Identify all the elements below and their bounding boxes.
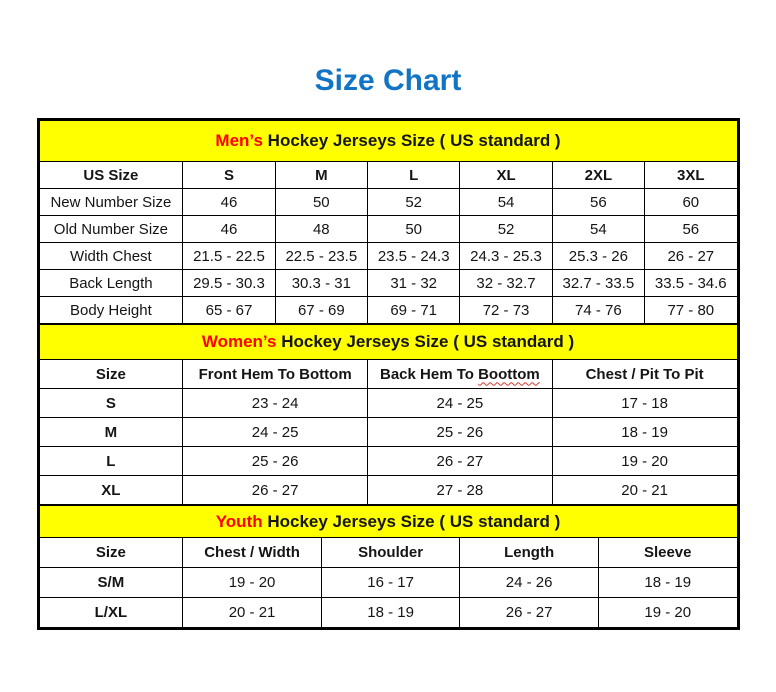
youth-section-header-row	[39, 506, 737, 538]
womens-header-rest: Hockey Jerseys Size ( US standard )	[276, 332, 575, 351]
womens-section-header	[39, 325, 737, 360]
mens-table-row	[39, 270, 737, 297]
womens-row-label: XL	[39, 476, 183, 505]
mens-column-header: 2XL	[552, 162, 644, 189]
mens-row-label: Body Height	[39, 297, 183, 324]
womens-table-row	[39, 389, 737, 418]
column-header-text: Back Hem To	[380, 365, 479, 383]
mens-cell-value: 30.3 - 31	[275, 270, 367, 297]
youth-size-table	[39, 505, 738, 628]
size-chart-table-group	[37, 118, 740, 630]
youth-cell-value: 20 - 21	[183, 598, 322, 628]
page-title: Size Chart	[314, 64, 462, 97]
mens-cell-value: 52	[460, 216, 552, 243]
youth-column-header: Chest / Width	[183, 538, 322, 568]
mens-column-header: S	[183, 162, 275, 189]
youth-column-header: Sleeve	[598, 538, 737, 568]
womens-cell-value: 24 - 25	[368, 389, 553, 418]
mens-column-header-row	[39, 162, 737, 189]
womens-row-label: L	[39, 447, 183, 476]
mens-cell-value: 22.5 - 23.5	[275, 243, 367, 270]
womens-cell-value: 27 - 28	[368, 476, 553, 505]
womens-table-row	[39, 418, 737, 447]
womens-cell-value: 17 - 18	[552, 389, 737, 418]
mens-column-header: US Size	[39, 162, 183, 189]
mens-row-label: Width Chest	[39, 243, 183, 270]
mens-size-table	[39, 120, 738, 324]
youth-cell-value: 19 - 20	[183, 568, 322, 598]
mens-section-header-row	[39, 121, 737, 162]
youth-column-header-row	[39, 538, 737, 568]
womens-cell-value: 25 - 26	[183, 447, 368, 476]
mens-cell-value: 31 - 32	[368, 270, 460, 297]
mens-header-rest: Hockey Jerseys Size ( US standard )	[262, 131, 561, 150]
youth-cell-value: 16 - 17	[321, 568, 460, 598]
mens-column-header: 3XL	[645, 162, 737, 189]
mens-cell-value: 26 - 27	[645, 243, 737, 270]
youth-cell-value: 18 - 19	[598, 568, 737, 598]
mens-column-header: M	[275, 162, 367, 189]
mens-cell-value: 52	[368, 189, 460, 216]
womens-cell-value: 23 - 24	[183, 389, 368, 418]
mens-cell-value: 50	[368, 216, 460, 243]
mens-cell-value: 33.5 - 34.6	[645, 270, 737, 297]
mens-cell-value: 72 - 73	[460, 297, 552, 324]
womens-size-table	[39, 324, 738, 505]
womens-cell-value: 24 - 25	[183, 418, 368, 447]
mens-table-row	[39, 189, 737, 216]
mens-cell-value: 46	[183, 216, 275, 243]
mens-cell-value: 24.3 - 25.3	[460, 243, 552, 270]
womens-row-label: S	[39, 389, 183, 418]
womens-header-highlight: Women’s	[201, 332, 277, 351]
mens-cell-value: 32.7 - 33.5	[552, 270, 644, 297]
mens-cell-value: 23.5 - 24.3	[368, 243, 460, 270]
womens-cell-value: 20 - 21	[552, 476, 737, 505]
womens-cell-value: 26 - 27	[368, 447, 553, 476]
youth-header-highlight: Youth	[215, 511, 263, 531]
mens-cell-value: 65 - 67	[183, 297, 275, 324]
mens-cell-value: 74 - 76	[552, 297, 644, 324]
youth-row-label: S/M	[39, 568, 183, 598]
mens-cell-value: 21.5 - 22.5	[183, 243, 275, 270]
youth-cell-value: 19 - 20	[598, 598, 737, 628]
mens-cell-value: 67 - 69	[275, 297, 367, 324]
womens-cell-value: 18 - 19	[552, 418, 737, 447]
mens-cell-value: 29.5 - 30.3	[183, 270, 275, 297]
youth-cell-value: 18 - 19	[321, 598, 460, 628]
womens-cell-value: 19 - 20	[552, 447, 737, 476]
mens-cell-value: 60	[645, 189, 737, 216]
mens-cell-value: 54	[552, 216, 644, 243]
mens-table-row	[39, 243, 737, 270]
mens-section-header	[39, 121, 737, 162]
mens-cell-value: 25.3 - 26	[552, 243, 644, 270]
womens-cell-value: 26 - 27	[183, 476, 368, 505]
youth-table-row	[39, 598, 737, 628]
womens-column-header-row	[39, 360, 737, 389]
womens-table-row	[39, 447, 737, 476]
mens-cell-value: 56	[552, 189, 644, 216]
womens-column-header: Chest / Pit To Pit	[552, 360, 737, 389]
womens-column-header	[368, 360, 553, 389]
mens-cell-value: 46	[183, 189, 275, 216]
mens-cell-value: 32 - 32.7	[460, 270, 552, 297]
mens-cell-value: 56	[645, 216, 737, 243]
womens-section-header-row	[39, 325, 737, 360]
mens-row-label: Back Length	[39, 270, 183, 297]
youth-cell-value: 26 - 27	[460, 598, 599, 628]
mens-header-highlight: Men’s	[215, 131, 263, 150]
mens-table-row	[39, 216, 737, 243]
womens-table-row	[39, 476, 737, 505]
mens-row-label: New Number Size	[39, 189, 183, 216]
youth-section-header	[39, 506, 737, 538]
mens-column-header: XL	[460, 162, 552, 189]
misspelled-word-squiggle: Boottom	[478, 365, 540, 383]
womens-cell-value: 25 - 26	[368, 418, 553, 447]
mens-cell-value: 50	[275, 189, 367, 216]
youth-column-header: Size	[39, 538, 183, 568]
youth-cell-value: 24 - 26	[460, 568, 599, 598]
youth-row-label: L/XL	[39, 598, 183, 628]
youth-header-rest: Hockey Jerseys Size ( US standard )	[262, 511, 561, 531]
mens-table-row	[39, 297, 737, 324]
womens-column-header: Front Hem To Bottom	[183, 360, 368, 389]
mens-cell-value: 77 - 80	[645, 297, 737, 324]
mens-row-label: Old Number Size	[39, 216, 183, 243]
mens-cell-value: 48	[275, 216, 367, 243]
womens-row-label: M	[39, 418, 183, 447]
womens-column-header: Size	[39, 360, 183, 389]
youth-table-row	[39, 568, 737, 598]
mens-cell-value: 54	[460, 189, 552, 216]
youth-column-header: Shoulder	[321, 538, 460, 568]
mens-column-header: L	[368, 162, 460, 189]
mens-cell-value: 69 - 71	[368, 297, 460, 324]
youth-column-header: Length	[460, 538, 599, 568]
